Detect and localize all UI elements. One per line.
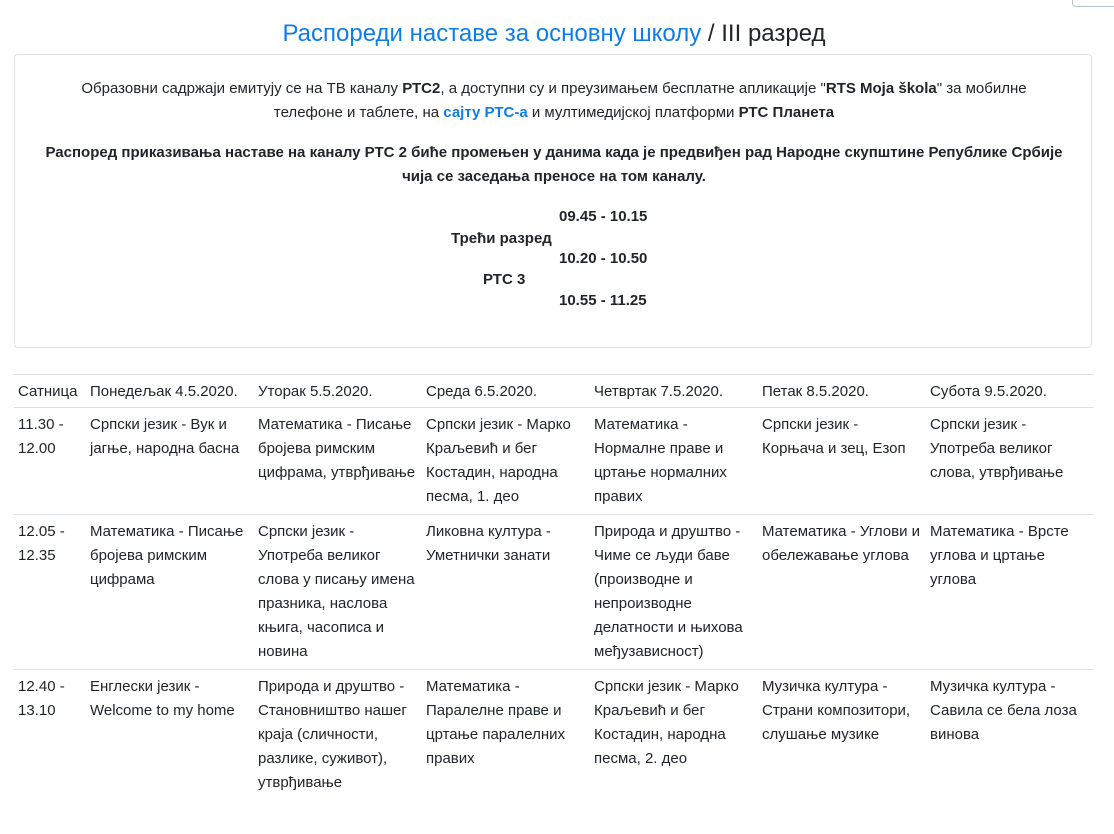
schedule-time-2: 10.20 - 10.50	[559, 250, 648, 267]
header-friday: Петак 8.5.2020.	[758, 375, 926, 408]
table-row	[14, 515, 1094, 670]
lesson-cell: Српски језик - Корњача и зец, Езоп	[758, 408, 926, 515]
lesson-cell: Математика - Паралелне праве и цртање паралелних правих	[422, 670, 590, 801]
lesson-cell: Енглески језик - Welcome to my home	[86, 670, 254, 801]
header-monday: Понедељак 4.5.2020.	[86, 375, 254, 408]
channel-name: РТС2	[402, 80, 441, 97]
schedule-table	[14, 374, 1094, 800]
top-right-button[interactable]	[1072, 0, 1114, 7]
info-text-4: и мултимедијској платформи	[527, 104, 739, 121]
lesson-cell: Ликовна култура - Уметнички занати	[422, 515, 590, 670]
header-wednesday: Среда 6.5.2020.	[422, 375, 590, 408]
header-thursday: Четвртак 7.5.2020.	[590, 375, 758, 408]
lesson-cell: Музичка култура - Савила се бела лоза винова	[926, 670, 1094, 801]
lesson-cell: Математика - Углови и обележавање углова	[758, 515, 926, 670]
info-text-2: , а доступни су и преузимањем бесплатне апликације "	[440, 80, 826, 97]
lesson-cell: Српски језик - Марко Краљевић и бег Костадин, народна песма, 2. део	[590, 670, 758, 801]
info-text-1: Образовни садржаји емитују се на ТВ каналу	[81, 80, 403, 97]
header-saturday: Субота 9.5.2020.	[926, 375, 1094, 408]
platform-name: РТС Планета	[738, 104, 835, 121]
schedule-label-channel: РТС 3	[483, 271, 526, 288]
info-text-3: " за мобилне телефоне и таблете, на	[273, 80, 1027, 121]
schedule-time-3: 10.55 - 11.25	[559, 292, 647, 309]
lesson-cell: Природа и друштво - Чиме се људи баве (производне и непроизводне делатности и њихова међузависност)	[590, 515, 758, 670]
lesson-cell: Математика - Писање бројева римским цифрама	[86, 515, 254, 670]
table-row	[14, 408, 1094, 515]
lesson-cell: Музичка култура - Страни композитори, слушање музике	[758, 670, 926, 801]
lesson-cell: Српски језик - Марко Краљевић и бег Костадин, народна песма, 1. део	[422, 408, 590, 515]
schedule-change-notice: Распоред приказивања наставе на каналу РТС 2 биће промењен у данима када је предвиђен рад Народне скупштине Републике Србије чија се заседања преносе на том каналу.	[45, 144, 1063, 185]
app-name: RTS Moja škola	[825, 80, 937, 97]
info-paragraph	[45, 77, 1063, 125]
title-separator: /	[701, 20, 722, 47]
lesson-cell: Математика - Врсте углова и цртање углова	[926, 515, 1094, 670]
lesson-cell: Српски језик - Употреба великог слова, утврђивање	[926, 408, 1094, 515]
time-cell: 12.40 - 13.10	[14, 670, 86, 801]
lesson-cell: Математика - Писање бројева римским цифрама, утврђивање	[254, 408, 422, 515]
page-title	[0, 18, 1108, 50]
lesson-cell: Српски језик - Вук и јагње, народна басна	[86, 408, 254, 515]
lesson-cell: Природа и друштво - Становништво нашег краја (сличности, разлике, суживот), утврђивање	[254, 670, 422, 801]
time-cell: 12.05 - 12.35	[14, 515, 86, 670]
time-cell: 11.30 - 12.00	[14, 408, 86, 515]
lesson-cell: Математика - Нормалне праве и цртање нормалних правих	[590, 408, 758, 515]
schedule-label-grade: Трећи разред	[451, 230, 552, 247]
header-time: Сатница	[14, 375, 86, 408]
lesson-cell: Српски језик - Употреба великог слова у писању имена празника, наслова књига, часописа и новина	[254, 515, 422, 670]
table-header-row	[14, 375, 1094, 408]
grade-title: III разред	[721, 20, 826, 47]
table-row	[14, 670, 1094, 801]
schedule-time-1: 09.45 - 10.15	[559, 208, 648, 225]
info-card	[14, 54, 1092, 348]
header-tuesday: Уторак 5.5.2020.	[254, 375, 422, 408]
page-title-link[interactable]: Распореди наставе за основну школу	[282, 20, 702, 47]
rts-site-link[interactable]: сајту РТС-а	[443, 104, 528, 121]
